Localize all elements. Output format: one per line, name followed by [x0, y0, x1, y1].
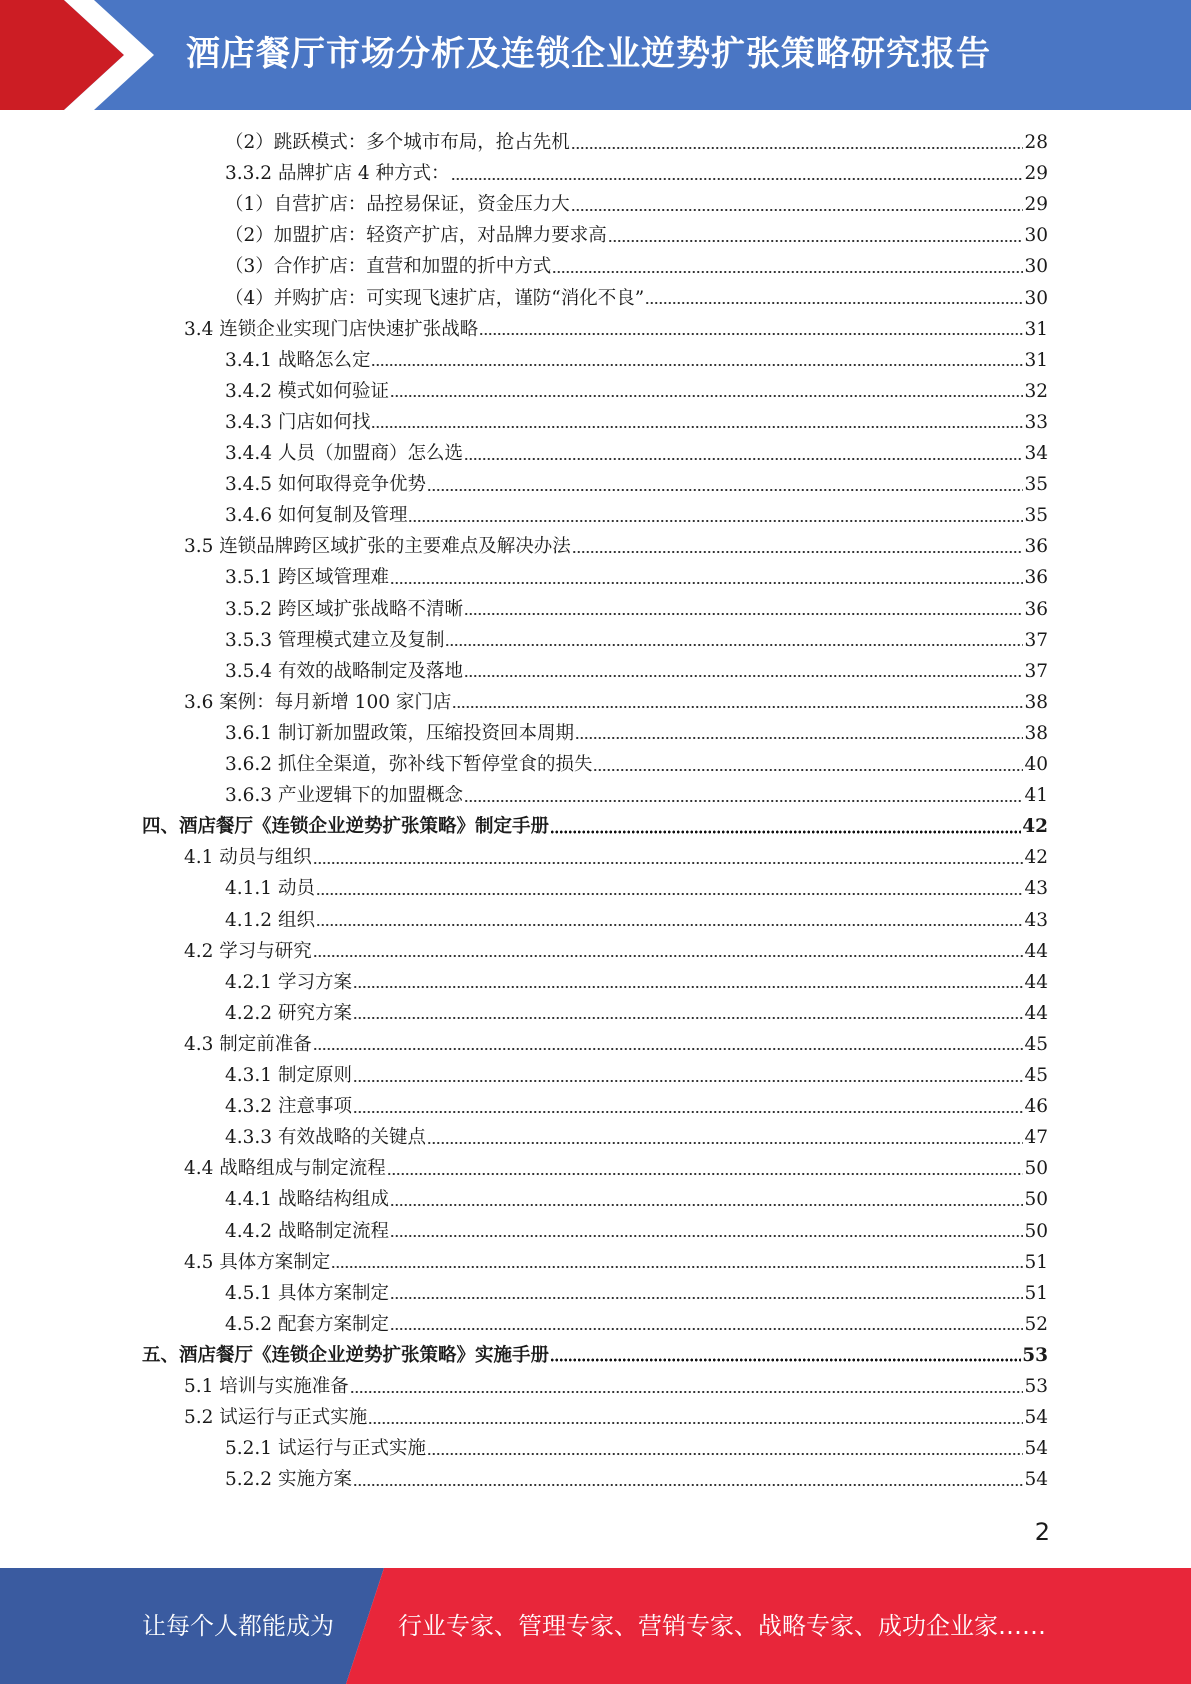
- toc-entry[interactable]: [225, 1122, 1048, 1153]
- toc-dot-leader: [390, 1295, 1023, 1301]
- toc-entry-label: 4.5 具体方案制定: [184, 1251, 331, 1273]
- toc-dot-leader: [593, 767, 1023, 773]
- toc-entry-page: 32: [1024, 380, 1048, 402]
- toc-entry-label: 4.3.3 有效战略的关键点: [225, 1127, 426, 1149]
- toc-entry[interactable]: [225, 1433, 1048, 1464]
- toc-dot-leader: [313, 953, 1024, 959]
- toc-dot-leader: [550, 829, 1021, 835]
- toc-entry[interactable]: [225, 749, 1048, 780]
- toc-entry-page: 45: [1024, 1033, 1048, 1055]
- toc-entry-label: 3.4.5 如何取得竞争优势: [225, 474, 426, 496]
- page-footer: [0, 1568, 1191, 1684]
- toc-entry-page: 41: [1024, 785, 1048, 807]
- toc-entry[interactable]: [225, 625, 1048, 656]
- toc-entry-label: （2）加盟扩店：轻资产扩店，对品牌力要求高: [225, 225, 607, 247]
- toc-entry-label: 4.3.1 制定原则: [225, 1065, 352, 1086]
- toc-entry[interactable]: [225, 345, 1048, 376]
- toc-dot-leader: [575, 735, 1023, 741]
- toc-dot-leader: [427, 1451, 1023, 1457]
- toc-entry-label: 3.5.1 跨区域管理难: [225, 567, 389, 589]
- toc-dot-leader: [479, 331, 1023, 337]
- toc-entry-label: 4.2.2 研究方案: [225, 1002, 352, 1024]
- toc-entry-label: 4.4 战略组成与制定流程: [184, 1158, 386, 1180]
- toc-dot-leader: [552, 269, 1023, 275]
- toc-entry[interactable]: [184, 531, 1048, 562]
- toc-entry-page: 54: [1024, 1469, 1048, 1491]
- page-number: 2: [1034, 1518, 1050, 1546]
- toc-dot-leader: [571, 207, 1024, 213]
- toc-entry-label: 4.5.2 配套方案制定: [225, 1313, 389, 1335]
- toc-entry[interactable]: [225, 1278, 1048, 1309]
- toc-entry-label: 5.2.2 实施方案: [225, 1469, 352, 1491]
- toc-entry-page: 35: [1024, 505, 1048, 527]
- toc-entry-page: 51: [1024, 1282, 1048, 1304]
- toc-entry-label: 4.3 制定前准备: [184, 1033, 312, 1055]
- toc-entry[interactable]: [184, 314, 1048, 345]
- toc-entry-label: 3.4.4 人员（加盟商）怎么选: [225, 443, 463, 464]
- toc-dot-leader: [464, 611, 1023, 617]
- toc-entry[interactable]: [225, 500, 1048, 531]
- toc-dot-leader: [313, 860, 1024, 866]
- header-title: 酒店餐厅市场分析及连锁企业逆势扩张策略研究报告: [186, 34, 991, 74]
- toc-entry[interactable]: [225, 127, 1048, 158]
- toc-entry-label: 3.5 连锁品牌跨区域扩张的主要难点及解决办法: [184, 536, 571, 558]
- toc-entry-page: 30: [1024, 256, 1048, 278]
- toc-entry-page: 29: [1024, 163, 1048, 185]
- toc-entry[interactable]: [225, 562, 1048, 593]
- toc-dot-leader: [368, 1420, 1023, 1426]
- toc-dot-leader: [550, 1357, 1021, 1363]
- toc-entry-page: 31: [1024, 318, 1048, 340]
- toc-entry-page: 35: [1024, 474, 1048, 496]
- toc-entry-label: 3.6.2 抓住全渠道，弥补线下暂停堂食的损失: [225, 754, 593, 775]
- toc-dot-leader: [331, 1264, 1023, 1270]
- toc-dot-leader: [390, 1202, 1023, 1208]
- toc-entry[interactable]: [225, 189, 1048, 220]
- toc-dot-leader: [571, 145, 1024, 151]
- toc-entry-page: 30: [1024, 225, 1048, 247]
- toc-entry-label: 3.6 案例：每月新增 100 家门店: [184, 691, 452, 713]
- toc-entry-label: 3.4 连锁企业实现门店快速扩张战略: [184, 318, 479, 340]
- toc-entry[interactable]: [225, 1309, 1048, 1340]
- toc-entry[interactable]: [225, 1464, 1048, 1495]
- toc-entry[interactable]: [225, 594, 1048, 625]
- toc-entry-page: 42: [1022, 816, 1048, 838]
- toc-entry[interactable]: [225, 220, 1048, 251]
- toc-entry-page: 43: [1024, 878, 1048, 900]
- toc-entry-label: （3）合作扩店：直营和加盟的折中方式: [225, 256, 552, 278]
- toc-entry[interactable]: [225, 1216, 1048, 1247]
- toc-entry-label: 4.3.2 注意事项: [225, 1096, 352, 1118]
- toc-entry-page: 54: [1024, 1407, 1048, 1429]
- toc-dot-leader: [353, 1015, 1024, 1021]
- toc-entry-page: 36: [1024, 567, 1048, 589]
- toc-entry-label: 3.4.1 战略怎么定: [225, 349, 371, 371]
- toc-entry[interactable]: [225, 469, 1048, 500]
- footer-slogan-left: 让每个人都能成为: [142, 1612, 334, 1640]
- toc-entry-page: 36: [1024, 536, 1048, 558]
- toc-entry[interactable]: [184, 1029, 1048, 1060]
- toc-entry-label: 4.4.2 战略制定流程: [225, 1220, 389, 1242]
- toc-entry[interactable]: [225, 1060, 1048, 1091]
- toc-entry[interactable]: [225, 967, 1048, 998]
- toc-entry-page: 38: [1024, 722, 1048, 744]
- toc-dot-leader: [371, 362, 1023, 368]
- toc-entry[interactable]: [225, 158, 1048, 189]
- toc-entry-page: 34: [1024, 443, 1048, 464]
- footer-slogan-right: 行业专家、管理专家、营销专家、战略专家、成功企业家……: [398, 1612, 1046, 1640]
- toc-dot-leader: [350, 1389, 1024, 1395]
- toc-entry-page: 40: [1024, 754, 1048, 775]
- toc-dot-leader: [645, 300, 1023, 306]
- toc-entry-label: 3.4.2 模式如何验证: [225, 380, 389, 402]
- toc-entry-label: 3.6.3 产业逻辑下的加盟概念: [225, 785, 463, 807]
- toc-dot-leader: [464, 673, 1023, 679]
- toc-dot-leader: [316, 891, 1024, 897]
- toc-dot-leader: [408, 518, 1023, 524]
- toc-entry-page: 44: [1024, 971, 1048, 993]
- toc-entry-page: 29: [1024, 194, 1048, 216]
- toc-dot-leader: [353, 1078, 1024, 1084]
- toc-entry[interactable]: [225, 718, 1048, 749]
- toc-entry[interactable]: [225, 1091, 1048, 1122]
- toc-dot-leader: [353, 1482, 1024, 1488]
- toc-dot-leader: [427, 487, 1023, 493]
- toc-dot-leader: [387, 1171, 1024, 1177]
- toc-entry-page: 28: [1024, 132, 1048, 153]
- toc-entry-page: 44: [1024, 1002, 1048, 1024]
- toc-entry[interactable]: [225, 905, 1048, 936]
- toc-entry-label: 5.1 培训与实施准备: [184, 1376, 349, 1397]
- toc-entry[interactable]: [225, 438, 1048, 469]
- toc-dot-leader: [464, 798, 1023, 804]
- toc-entry-page: 51: [1024, 1251, 1048, 1273]
- toc-dot-leader: [316, 922, 1024, 928]
- toc-entry-page: 50: [1024, 1220, 1048, 1242]
- toc-entry-page: 30: [1024, 287, 1048, 309]
- toc-entry[interactable]: [225, 251, 1048, 282]
- toc-entry-page: 37: [1024, 629, 1048, 651]
- toc-entry[interactable]: [142, 811, 1048, 842]
- toc-entry-label: 4.1.1 动员: [225, 878, 315, 900]
- toc-dot-leader: [427, 1140, 1023, 1146]
- toc-entry-label: 5.2.1 试运行与正式实施: [225, 1438, 426, 1460]
- toc-entry-page: 53: [1024, 1376, 1048, 1397]
- toc-entry-page: 31: [1024, 349, 1048, 371]
- toc-entry-page: 38: [1024, 691, 1048, 713]
- toc-entry[interactable]: [184, 687, 1048, 718]
- toc-entry-label: 四、酒店餐厅《连锁企业逆势扩张策略》制定手册: [142, 816, 550, 838]
- toc-entry-label: 4.2.1 学习方案: [225, 971, 352, 993]
- toc-entry-page: 45: [1024, 1065, 1048, 1086]
- toc-entry-label: 3.4.6 如何复制及管理: [225, 505, 408, 527]
- toc-entry-page: 52: [1024, 1313, 1048, 1335]
- toc-entry[interactable]: [225, 656, 1048, 687]
- toc-entry[interactable]: [225, 1184, 1048, 1215]
- toc-entry-label: 3.3.2 品牌扩店 4 种方式：: [225, 163, 450, 185]
- toc-dot-leader: [353, 984, 1024, 990]
- page-header: [0, 0, 1191, 110]
- toc-entry-label: （1）自营扩店：品控易保证，资金压力大: [225, 194, 570, 216]
- toc-dot-leader: [464, 456, 1023, 462]
- toc-entry-page: 47: [1024, 1127, 1048, 1149]
- toc-entry[interactable]: [225, 998, 1048, 1029]
- toc-entry[interactable]: [225, 407, 1048, 438]
- toc-dot-leader: [390, 580, 1023, 586]
- toc-entry[interactable]: [184, 1402, 1048, 1433]
- toc-entry-label: 4.2 学习与研究: [184, 940, 312, 962]
- toc-entry-label: 4.1 动员与组织: [184, 847, 312, 869]
- toc-entry[interactable]: [225, 376, 1048, 407]
- toc-entry-page: 43: [1024, 909, 1048, 931]
- toc-entry[interactable]: [184, 1153, 1048, 1184]
- toc-entry-label: 4.5.1 具体方案制定: [225, 1282, 389, 1304]
- toc-entry-label: 3.4.3 门店如何找: [225, 411, 371, 433]
- toc-entry-label: 4.4.1 战略结构组成: [225, 1189, 389, 1211]
- toc-entry[interactable]: [225, 873, 1048, 904]
- toc-dot-leader: [608, 238, 1024, 244]
- toc-entry[interactable]: [184, 842, 1048, 873]
- toc-entry[interactable]: [184, 1247, 1048, 1278]
- toc-entry[interactable]: [142, 1340, 1048, 1371]
- toc-entry-label: 3.5.3 管理模式建立及复制: [225, 629, 445, 651]
- toc-dot-leader: [371, 424, 1023, 430]
- toc-dot-leader: [572, 549, 1024, 555]
- toc-entry-page: 50: [1024, 1189, 1048, 1211]
- toc-entry-page: 42: [1024, 847, 1048, 869]
- toc-dot-leader: [452, 704, 1023, 710]
- toc-dot-leader: [390, 393, 1023, 399]
- toc-entry-page: 36: [1024, 598, 1048, 620]
- toc-entry-label: （2）跳跃模式：多个城市布局，抢占先机: [225, 132, 570, 153]
- toc-dot-leader: [353, 1109, 1024, 1115]
- toc-entry-label: 3.5.2 跨区域扩张战略不清晰: [225, 598, 463, 620]
- toc-entry-page: 50: [1024, 1158, 1048, 1180]
- toc-entry-label: 五、酒店餐厅《连锁企业逆势扩张策略》实施手册: [142, 1344, 550, 1366]
- toc-entry-page: 33: [1024, 411, 1048, 433]
- toc-entry-label: （4）并购扩店：可实现飞速扩店，谨防“消化不良”: [225, 287, 645, 309]
- toc-entry-label: 3.6.1 制订新加盟政策，压缩投资回本周期: [225, 722, 574, 744]
- toc-dot-leader: [390, 1233, 1023, 1239]
- toc-dot-leader: [390, 1326, 1023, 1332]
- toc-entry-label: 3.5.4 有效的战略制定及落地: [225, 660, 463, 682]
- toc-entry[interactable]: [225, 780, 1048, 811]
- toc-entry-page: 54: [1024, 1438, 1048, 1460]
- toc-entry-page: 44: [1024, 940, 1048, 962]
- toc-dot-leader: [445, 642, 1023, 648]
- toc-dot-leader: [451, 176, 1024, 182]
- toc-entry[interactable]: [184, 1371, 1048, 1402]
- toc-dot-leader: [313, 1046, 1024, 1052]
- toc-entry-label: 5.2 试运行与正式实施: [184, 1407, 368, 1429]
- toc-entry-page: 37: [1024, 660, 1048, 682]
- toc-entry[interactable]: [184, 936, 1048, 967]
- toc-entry-page: 53: [1022, 1344, 1048, 1366]
- toc-entry-page: 46: [1024, 1096, 1048, 1118]
- toc-entry[interactable]: [225, 283, 1048, 314]
- toc-entry-label: 4.1.2 组织: [225, 909, 315, 931]
